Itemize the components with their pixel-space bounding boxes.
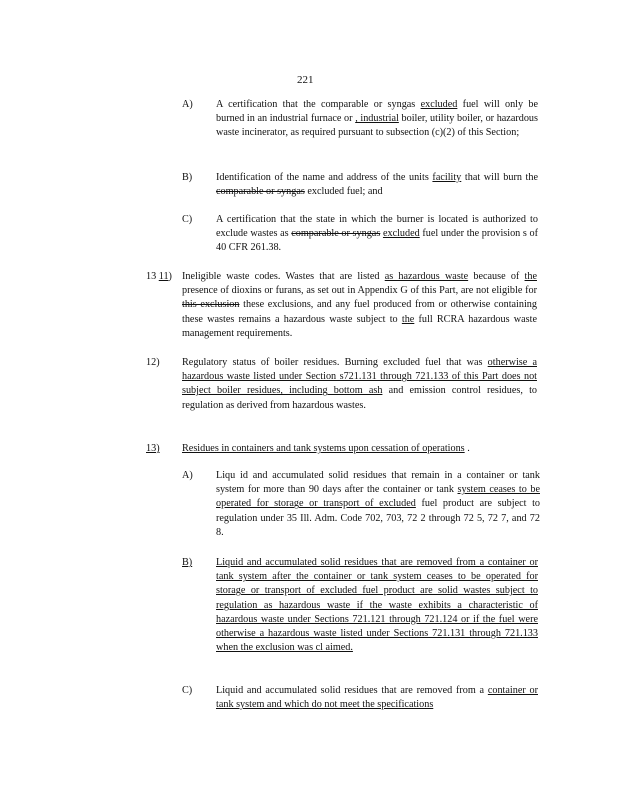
text-run: because of xyxy=(468,271,525,282)
text-run: boiler, utility boiler, or hazardous waste incinerator, as required pursuant to subsection (c)(2) of this Section; xyxy=(216,113,538,139)
paragraph-label: C) xyxy=(182,214,193,225)
paragraph-text xyxy=(216,684,538,712)
inserted-text-run: the xyxy=(524,271,537,282)
text-run: fuel will only be burned in an industrial furnace or xyxy=(216,99,538,125)
text-run: Regulatory status of boiler residues. Burning excluded fuel that was xyxy=(182,357,488,368)
paragraph-text xyxy=(216,469,540,540)
paragraph-label: B) xyxy=(182,557,193,568)
text-run: Liqu id and accumulated solid residues that remain in a container or tank system for more than 90 days after the container or tank xyxy=(216,470,540,496)
text-run: A certification that the comparable or syngas xyxy=(216,99,421,110)
inserted-text-run: as hazardous waste xyxy=(384,271,469,282)
text-run: and emission control residues, to regulation as derived from hazardous wastes. xyxy=(182,385,537,411)
text-run: full RCRA hazardous waste management requirements. xyxy=(182,313,537,339)
struck-text-run: comparable or syngas xyxy=(291,228,381,240)
text-run: excluded fuel; and xyxy=(304,186,383,198)
section-heading-text xyxy=(182,442,537,456)
text-run: presence of dioxins or furans, as set out in Appendix G of this Part, are not eligible for xyxy=(182,285,537,297)
text-run: fuel under the provision s of 40 CFR 261.38. xyxy=(216,228,539,254)
text-run: A certification that the state in which the burner is located is authorized to exclude wastes as xyxy=(216,214,538,240)
paragraph-label: A) xyxy=(182,470,193,481)
section-text xyxy=(182,356,537,413)
struck-text-run: this exclusion xyxy=(182,299,240,311)
inserted-text-run: facility xyxy=(432,172,462,183)
text-run: ) xyxy=(168,271,172,282)
section-label xyxy=(146,270,172,284)
inserted-text-run: excluded xyxy=(382,228,420,240)
section-label: 12) xyxy=(146,357,160,368)
paragraph-label: C) xyxy=(182,685,193,696)
struck-text-run: comparable or syngas xyxy=(216,186,305,198)
paragraph-text xyxy=(216,98,538,141)
paragraph-text xyxy=(216,556,538,655)
text-run: Identification of the name and address of the units xyxy=(216,172,433,183)
section-label: 13) xyxy=(146,443,160,454)
text-run: 13 xyxy=(146,271,159,282)
inserted-text-run: 11 xyxy=(158,271,169,282)
inserted-text-run: otherwise a hazardous waste listed under Section s721.131 through 721.133 of this Part does not subject boiler residues, including bottom ash xyxy=(182,357,537,397)
paragraph-label: B) xyxy=(182,172,193,183)
section-text xyxy=(182,270,537,341)
text-run: Liquid and accumulated solid residues that are removed from a xyxy=(216,685,488,696)
inserted-text-run: the xyxy=(401,313,415,325)
inserted-text-run: Liquid and accumulated solid residues that are removed from a container or tank system after the container or tank system ceases to be operated for storage or transport of excluded fuel product are solid wastes subject to regulation as hazardous waste if the waste exhibits a characteristic of hazardous waste under Sections 721.121 through 721.124 or if the fuel were otherwise a hazardous waste listed under Sections 721.131 through 721.133 when the exclusion was cl aimed. xyxy=(216,557,538,654)
text-run: Ineligible waste codes. Wastes that are listed xyxy=(182,271,385,282)
inserted-text-run: excluded xyxy=(420,99,458,110)
page-number: 221 xyxy=(297,74,314,86)
inserted-text-run: container or tank system and which do not meet the specifications xyxy=(216,685,538,711)
paragraph-text xyxy=(216,213,538,256)
text-run: these exclusions, and any fuel produced from or otherwise containing these wastes remains a hazardous waste subject to xyxy=(182,299,537,325)
inserted-text-run: system ceases to be operated for storage or transport of excluded xyxy=(216,484,540,510)
paragraph-text xyxy=(216,171,538,199)
inserted-text-run: Residues in containers and tank systems upon cessation of operations xyxy=(182,443,465,454)
inserted-text-run: , industrial xyxy=(355,113,399,125)
text-run: that will burn the xyxy=(461,172,538,183)
text-run: . xyxy=(464,443,470,454)
paragraph-label: A) xyxy=(182,99,193,110)
text-run: fuel product are subject to regulation under 35 Ill. Adm. Code 702, 703, 72 2 through 72 5, 72 7, and 72 8. xyxy=(216,498,540,538)
